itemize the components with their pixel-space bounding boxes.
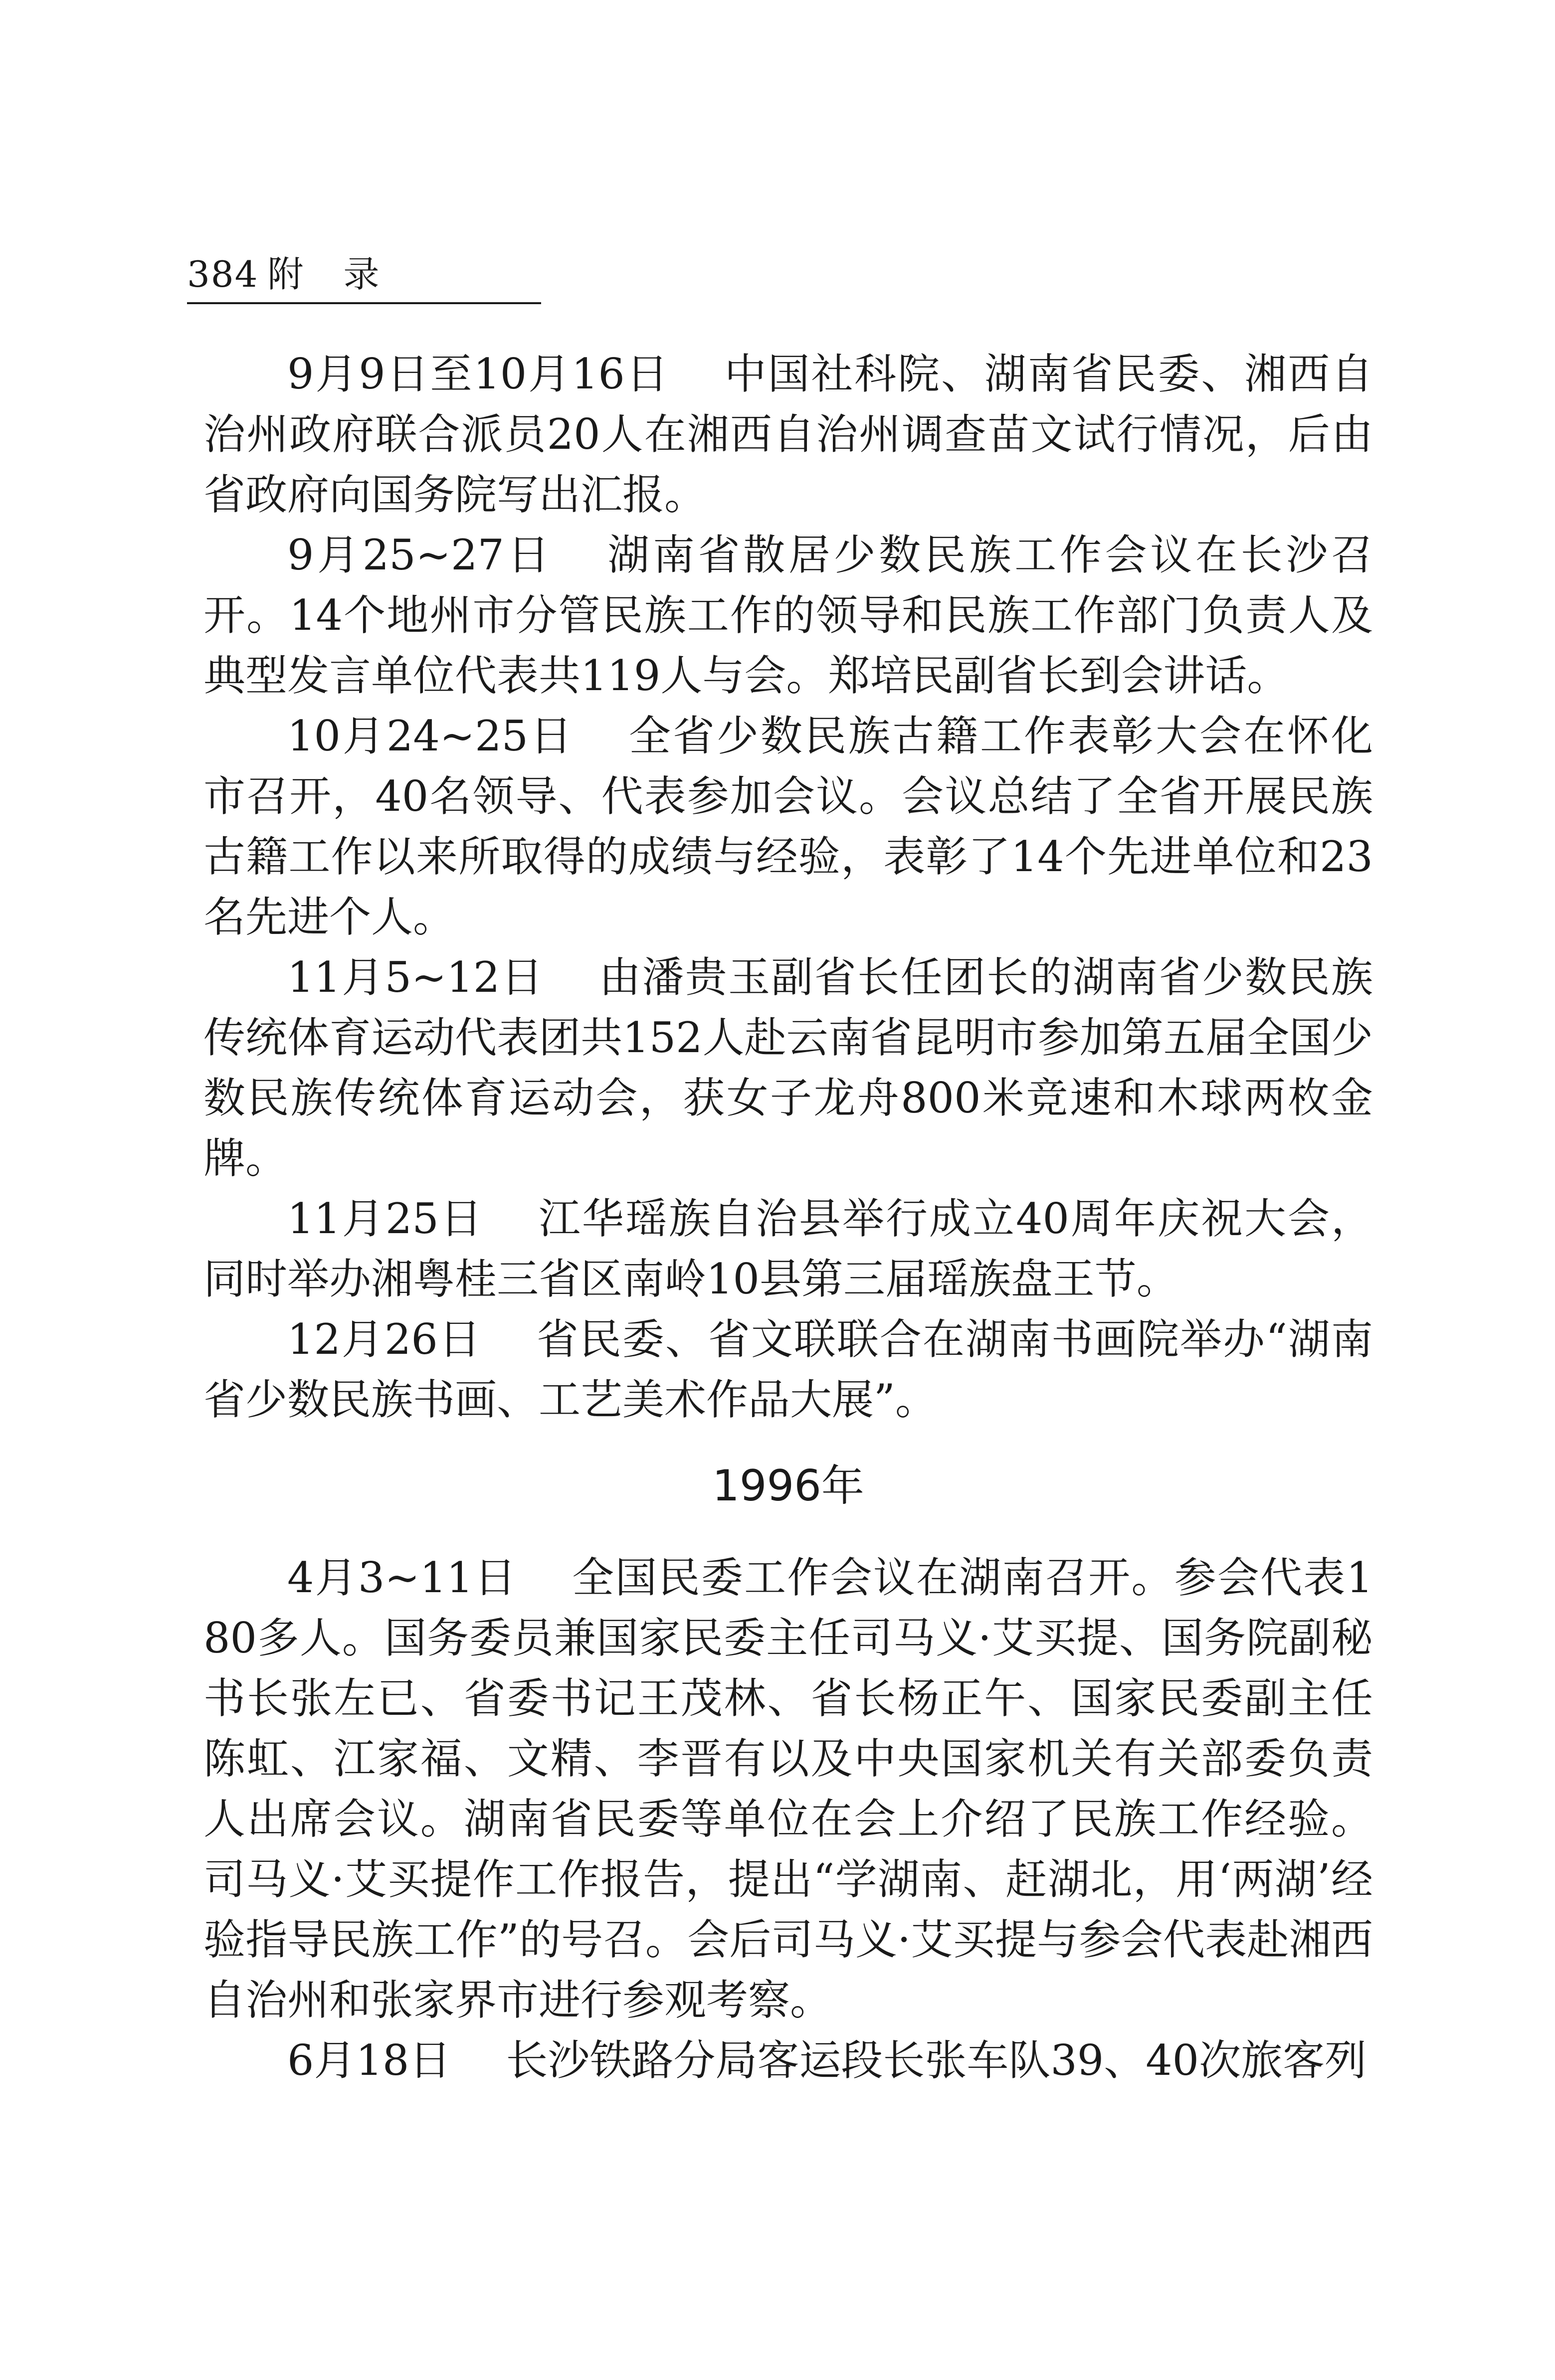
chronicle-entry <box>203 525 1373 706</box>
entry-date: 12月26日 <box>287 1315 482 1364</box>
chronicle-entry <box>203 947 1373 1189</box>
chronicle-entry <box>203 1189 1373 1309</box>
entry-text: 全国民委工作会议在湖南召开。参会代表180多人。国务委员兼国家民委主任司马义·艾买提、国务院副秘书长张左已、省委书记王茂林、省长杨正午、国家民委副主任陈虹、江家福、文精、李晋有以及中央国家机关有关部委负责人出席会议。湖南省民委等单位在会上介绍了民族工作经验。司马义·艾买提作工作报告，提出“学湖南、赶湖北，用‘两湖’经验指导民族工作”的号召。会后司马义·艾买提与参会代表赴湘西自治州和张家界市进行参观考察。 <box>203 1553 1373 2024</box>
entry-text: 全省少数民族古籍工作表彰大会在怀化市召开，40名领导、代表参加会议。会议总结了全省开展民族古籍工作以来所取得的成绩与经验，表彰了14个先进单位和23名先进个人。 <box>203 712 1373 941</box>
chronicle-entry <box>203 2030 1373 2091</box>
entry-date: 9月9日至10月16日 <box>287 350 670 398</box>
entry-text: 由潘贵玉副省长任团长的湖南省少数民族传统体育运动代表团共152人赴云南省昆明市参加第五届全国少数民族传统体育运动会，获女子龙舟800米竞速和木球两枚金牌。 <box>203 953 1373 1183</box>
entry-date: 10月24~25日 <box>287 712 575 760</box>
chronicle-entry <box>203 1309 1373 1430</box>
chronicle-entry <box>203 1548 1373 2030</box>
entry-date: 4月3~11日 <box>287 1553 518 1602</box>
entry-date: 9月25~27日 <box>287 531 553 579</box>
entry-date: 11月5~12日 <box>287 953 545 1002</box>
entry-text: 省民委、省文联联合在湖南书画院举办“湖南省少数民族书画、工艺美术作品大展”。 <box>203 1315 1373 1424</box>
entry-text: 中国社科院、湖南省民委、湘西自治州政府联合派员20人在湘西自治州调查苗文试行情况，后由省政府向国务院写出汇报。 <box>203 350 1373 519</box>
entry-text: 长沙铁路分局客运段长张车队39、40次旅客列 <box>506 2036 1367 2085</box>
entry-date: 6月18日 <box>287 2036 451 2085</box>
running-header <box>187 249 541 304</box>
page-number: 384 <box>187 253 259 295</box>
chronicle-entry <box>203 706 1373 947</box>
entry-date: 11月25日 <box>287 1194 484 1243</box>
year-heading: 1996年 <box>712 1461 864 1511</box>
chronicle-entry <box>203 344 1373 525</box>
chronicle-body <box>203 344 1373 2091</box>
entry-text: 江华瑶族自治县举行成立40周年庆祝大会，同时举办湘粤桂三省区南岭10县第三届瑶族盘王节。 <box>203 1194 1373 1303</box>
section-label: 附录 <box>267 253 419 295</box>
entry-text: 湖南省散居少数民族工作会议在长沙召开。14个地州市分管民族工作的领导和民族工作部门负责人及典型发言单位代表共119人与会。郑培民副省长到会讲话。 <box>203 531 1373 700</box>
